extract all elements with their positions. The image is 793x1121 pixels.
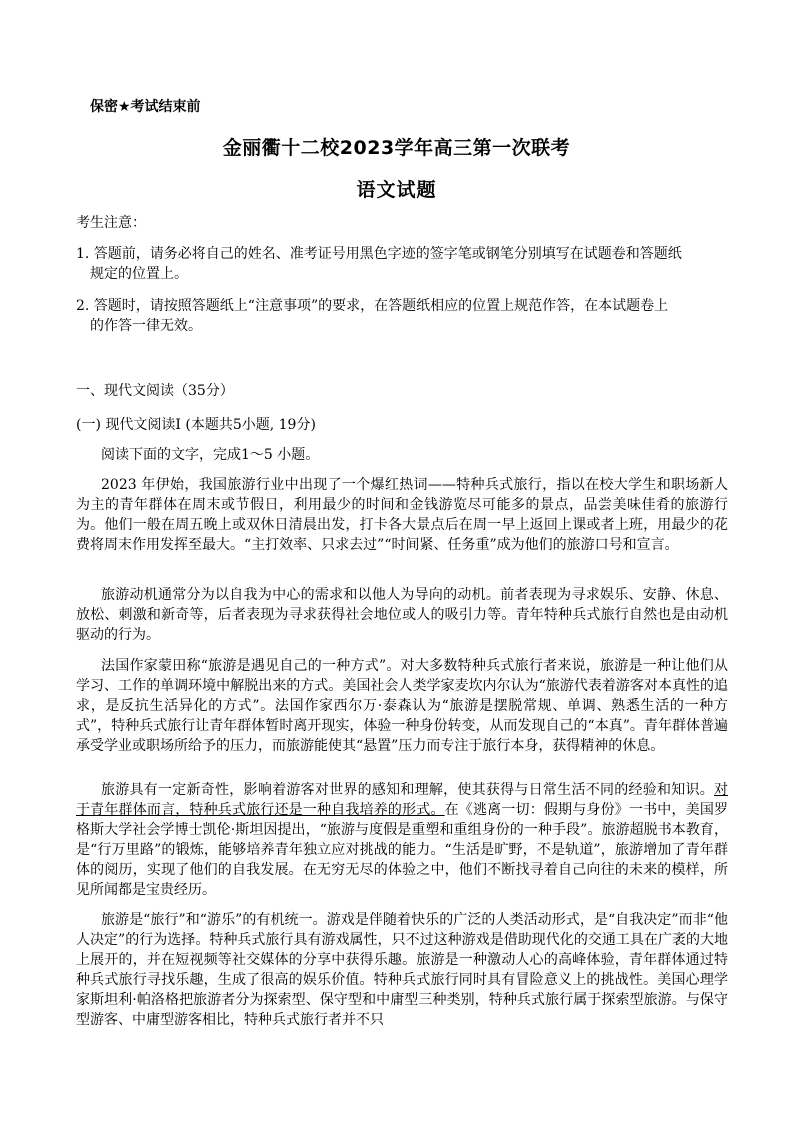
notice-item-line: 2. 答题时，请按照答题纸上“注意事项”的要求，在答题纸相应的位置上规范作答，在本试题卷上 bbox=[76, 298, 669, 314]
passage-paragraph: 法国作家蒙田称“旅游是遇见自己的一种方式”。对大多数特种兵式旅行者来说，旅游是一种让他们从学习、工作的单调环境中解脱出来的方式。美国社会人类学家麦坎内尔认为“旅游代表着游客对本真性的追求，是反抗生活异化的方式”。法国作家西尔万·泰森认为“旅游是摆脱常规、单调、熟悉生活的一种方式”，特种兵式旅行让青年群体暂时离开现实，体验一种身份转变，从而发现自己的“本真”。青年群体普遍承受学业或职场所给予的压力，而旅游能使其“悬置”压力而专注于旅行本身，获得精神的休息。 bbox=[76, 658, 728, 754]
notice-heading: 考生注意： bbox=[76, 215, 146, 231]
notice-item bbox=[76, 244, 728, 284]
notice-item-line: 规定的位置上。 bbox=[90, 266, 188, 282]
confidential-label: 保密★考试结束前 bbox=[90, 99, 201, 115]
section-heading: 一、现代文阅读（35分） bbox=[76, 383, 234, 399]
notice-item-line: 的作答一律无效。 bbox=[90, 318, 202, 334]
passage-paragraph: 2023 年伊始，我国旅游行业中出现了一个爆红热词——特种兵式旅行，指以在校大学生和职场新人为主的青年群体在周末或节假日，利用最少的时间和金钱游览尽可能多的景点，品尝美味佳肴的旅游行为。他们一般在周五晚上或双休日清晨出发，打卡各大景点后在周一早上返回上课或者上班，用最少的花费将周末作用发挥至最大。“主打效率、只求去过”“时间紧、任务重”成为他们的旅游口号和宣言。 bbox=[76, 477, 728, 553]
passage-text: 旅游具有一定新奇性，影响着游客对世界的感知和理解，使其获得与日常生活不同的经验和知识。 bbox=[101, 782, 714, 798]
notice-item-line: 1. 答题前，请务必将自己的姓名、准考证号用黑色字迹的签字笔或钢笔分别填写在试题卷和答题纸 bbox=[76, 246, 682, 262]
exam-subtitle: 语文试题 bbox=[356, 179, 437, 201]
passage-paragraph: 旅游是“旅行”和“游乐”的有机统一。游戏是伴随着快乐的广泛的人类活动形式，是“自我决定”而非“他人决定”的行为选择。特种兵式旅行具有游戏属性，只不过这种游戏是借助现代化的交通工具在广袤的大地上展开的，并在短视频等社交媒体的分享中获得乐趣。旅游是一种激动人心的高峰体验，青年群体通过特种兵式旅行寻找乐趣，生成了很高的娱乐价值。特种兵式旅行同时具有冒险意义上的挑战性。美国心理学家斯坦利·帕洛格把旅游者分为探索型、保守型和中庸型三种类别，特种兵式旅行属于探索型旅游。与保守型游客、中庸型游客相比，特种兵式旅行者并不只 bbox=[76, 912, 728, 1028]
notice-item bbox=[76, 296, 728, 336]
passage-paragraph: 旅游动机通常分为以自我为中心的需求和以他人为导向的动机。前者表现为寻求娱乐、安静、休息、放松、刺激和新奇等，后者表现为寻求获得社会地位或人的吸引力等。青年特种兵式旅行自然也是由动机驱动的行为。 bbox=[76, 587, 728, 643]
underlined-sentence: 对于青年群体而言，特种兵式旅行还是一种自我培养的形式。 bbox=[76, 782, 728, 818]
subsection-heading: (一) 现代文阅读Ⅰ (本题共5小题, 19分) bbox=[76, 417, 316, 433]
passage-text: 在《逃离一切：假期与身份》一书中，美国罗格斯大学社会学博士凯伦·斯坦因提出，“旅游与度假是重塑和重组身份的一种手段”。旅游超脱书本教育，是“行万里路”的锻炼，能够培养青年独立应对挑战的能力。“生活是旷野，不是轨道”，旅游增加了青年群体的阅历，实现了他们的自我发展。在无穷无尽的体验之中，他们不断找寻着自己向往的未来的模样，所见所闻都是宝贵经历。 bbox=[76, 802, 729, 898]
passage-paragraph bbox=[76, 780, 728, 900]
exam-title: 金丽衢十二校2023学年高三第一次联考 bbox=[222, 137, 571, 159]
reading-instruction: 阅读下面的文字，完成1～5 小题。 bbox=[101, 447, 320, 463]
